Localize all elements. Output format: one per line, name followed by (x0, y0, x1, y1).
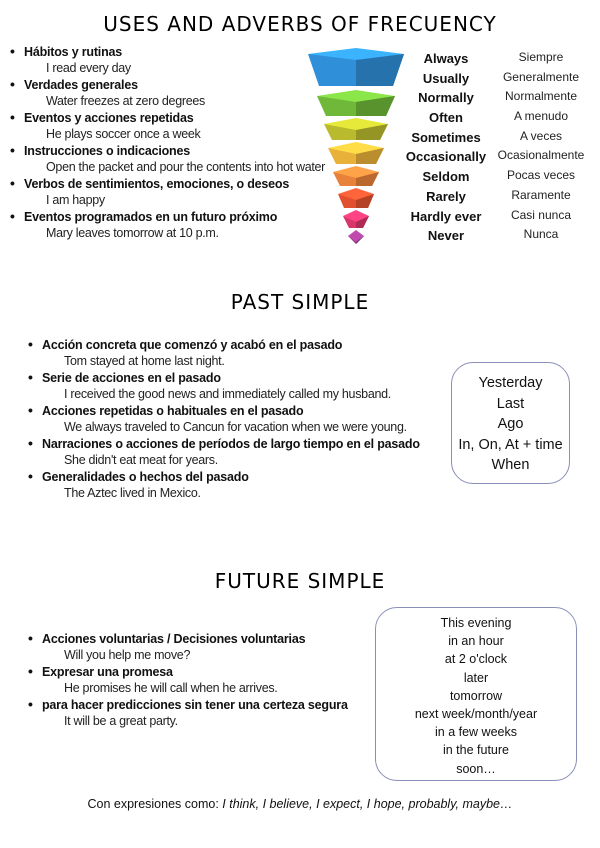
expression-item: in a few weeks (435, 725, 517, 740)
adverb-rarely: Rarely (426, 188, 466, 204)
adverb-translation: Siempre (518, 50, 564, 64)
use-example: I read every day (46, 61, 131, 75)
list-item (10, 110, 340, 143)
use-example: The Aztec lived in Mexico. (64, 486, 201, 500)
use-heading: • Serie de acciones en el pasado (42, 371, 221, 385)
list-item (28, 631, 368, 664)
list-item (10, 176, 340, 209)
adverbs-spanish-column (494, 48, 588, 245)
use-heading: • Narraciones o acciones de períodos de largo tiempo en el pasado (42, 437, 420, 451)
adverb-hardly-ever: Hardly ever (410, 208, 482, 224)
use-heading: • Expresar una promesa (42, 665, 173, 679)
past-expressions-box (451, 362, 570, 484)
future-expressions-box (375, 607, 577, 781)
expression-item: Ago (497, 416, 524, 432)
adverb-occasionally: Occasionally (405, 149, 487, 165)
use-example: Water freezes at zero degrees (46, 94, 205, 108)
use-example: We always traveled to Cancun for vacation when we were young. (64, 420, 407, 434)
list-item (28, 697, 368, 730)
use-example: I received the good news and immediately called my husband. (64, 387, 391, 401)
use-example: Will you help me move? (64, 648, 191, 662)
use-heading: • Verdades generales (24, 78, 138, 92)
use-example: Tom stayed at home last night. (64, 354, 225, 368)
expression-item: in the future (442, 743, 509, 758)
expression-item: This evening (440, 616, 512, 630)
expression-item: later (463, 670, 489, 685)
adverb-seldom: Seldom (422, 169, 470, 185)
list-item (28, 436, 448, 469)
frequency-pyramid-graphic (300, 44, 410, 248)
list-item (28, 664, 368, 697)
use-heading: • Acciones repetidas o habituales en el pasado (42, 404, 304, 418)
footer-expressions (0, 797, 600, 811)
past-uses-list (28, 337, 448, 502)
adverb-sometimes: Sometimes (411, 129, 481, 145)
footer-examples: I think, I believe, I expect, I hope, probably, maybe… (222, 797, 513, 811)
frecuency-title: USES AND ADVERBS OF FRECUENCY (103, 12, 497, 36)
list-item (28, 370, 448, 403)
expression-item: next week/month/year (414, 707, 538, 722)
use-heading: • Acciones voluntarias / Decisiones voluntarias (42, 632, 306, 646)
expression-item: Yesterday (478, 375, 543, 391)
adverb-translation: Ocasionalmente (497, 148, 585, 163)
expression-item: soon… (456, 761, 496, 776)
adverb-translation: Casi nunca (510, 207, 572, 222)
adverb-translation: Normalmente (504, 89, 578, 104)
use-heading: • Acción concreta que comenzó y acabó en el pasado (42, 338, 343, 352)
future-simple-title: FUTURE SIMPLE (214, 569, 386, 593)
use-heading: • Instrucciones o indicaciones (24, 144, 190, 158)
adverb-translation: A menudo (513, 109, 569, 124)
adverb-never: Never (427, 228, 465, 244)
expression-item: at 2 o'clock (444, 652, 508, 667)
list-item (10, 44, 340, 77)
future-uses-list (28, 631, 368, 730)
use-heading: • Verbos de sentimientos, emociones, o deseos (24, 177, 290, 191)
adverb-translation: Nunca (523, 227, 559, 242)
use-example: It will be a great party. (64, 714, 178, 728)
use-heading: • Hábitos y rutinas (24, 45, 123, 59)
use-heading: • Eventos y acciones repetidas (24, 111, 194, 125)
list-item (10, 77, 340, 110)
adverb-usually: Usually (422, 70, 470, 86)
adverb-normally: Normally (418, 90, 474, 106)
expression-item: In, On, At + time (458, 436, 563, 453)
expression-item: tomorrow (449, 688, 503, 703)
list-item (28, 469, 448, 502)
adverb-always: Always (423, 51, 469, 66)
use-heading: • para hacer predicciones sin tener una certeza segura (42, 698, 348, 712)
expression-item: in an hour (448, 634, 504, 649)
expression-item: When (491, 457, 530, 473)
use-example: Open the packet and pour the contents into hot water (46, 160, 326, 174)
use-example: I am happy (46, 193, 105, 207)
pyramid-layer-top (348, 230, 364, 242)
adverb-often: Often (429, 110, 463, 126)
footer-prefix: Con expresiones como: (87, 797, 223, 811)
expression-item: Last (496, 395, 525, 412)
use-example: Mary leaves tomorrow at 10 p.m. (46, 226, 219, 240)
list-item (10, 143, 340, 176)
adverb-translation: Generalmente (502, 69, 580, 84)
use-heading: • Eventos programados en un futuro próximo (24, 210, 278, 224)
frecuency-uses-list (10, 44, 340, 242)
use-heading: • Generalidades o hechos del pasado (42, 470, 249, 484)
list-item (28, 337, 448, 370)
adverb-translation: Pocas veces (506, 168, 576, 183)
adverb-translation: Raramente (511, 187, 571, 202)
use-example: She didn't eat meat for years. (64, 453, 218, 467)
list-item (28, 403, 448, 436)
list-item (10, 209, 340, 242)
past-simple-title: PAST SIMPLE (230, 290, 370, 314)
use-example: He plays soccer once a week (46, 127, 201, 141)
use-example: He promises he will call when he arrives. (64, 681, 278, 695)
adverbs-english-column (398, 49, 494, 246)
adverb-translation: A veces (519, 128, 563, 143)
